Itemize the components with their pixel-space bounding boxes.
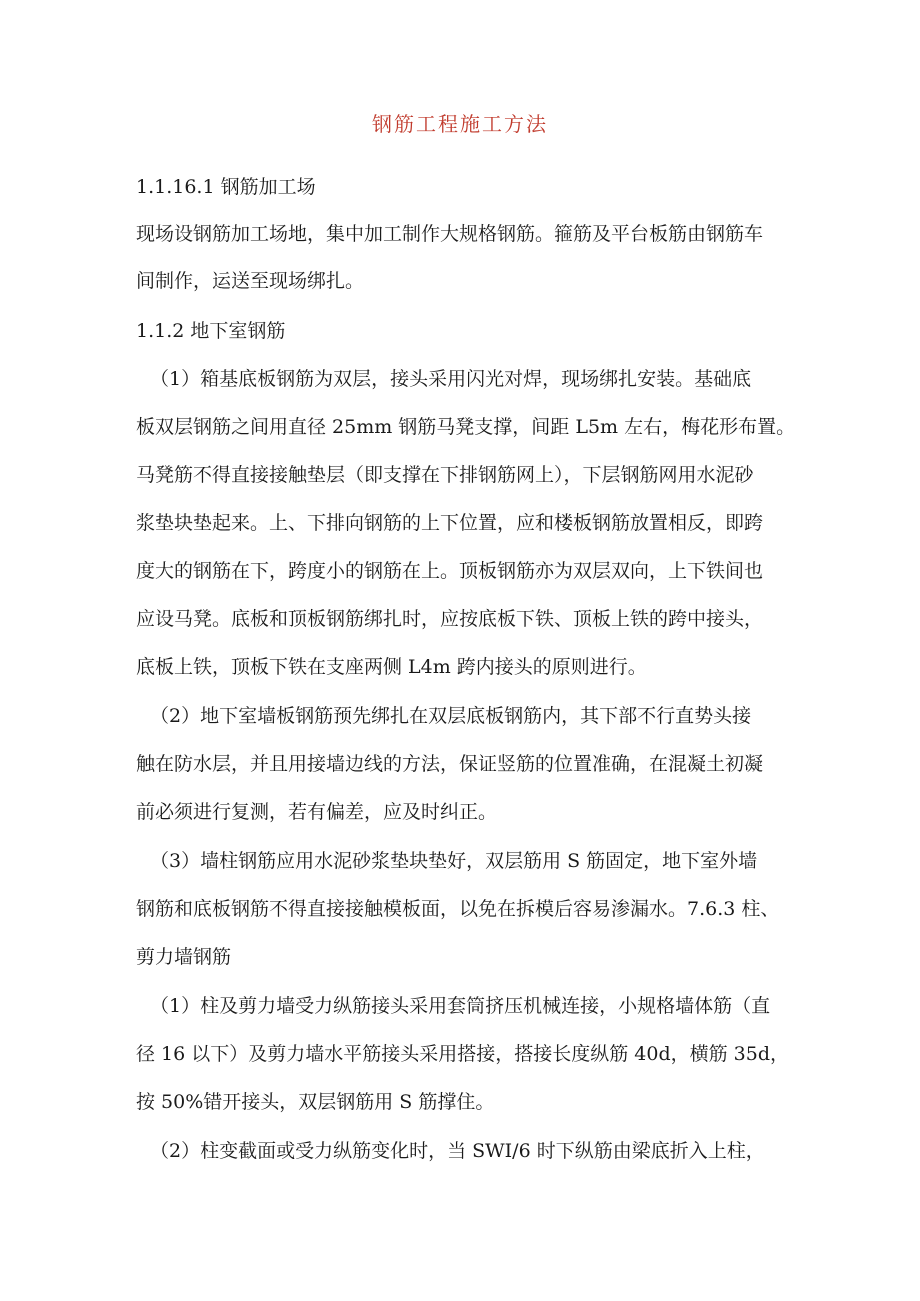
paragraph-line: 浆垫块垫起来。上、下排向钢筋的上下位置，应和楼板钢筋放置相反，即跨 bbox=[136, 512, 764, 534]
paragraph-line: （1）柱及剪力墙受力纵筋接头采用套筒挤压机械连接，小规格墙体筋（直 bbox=[150, 995, 771, 1017]
paragraph-line: 板双层钢筋之间用直径 25mm 钢筋马凳支撑，间距 L5m 左右，梅花形布置。 bbox=[136, 416, 796, 438]
document-title: 钢筋工程施工方法 bbox=[372, 112, 548, 136]
section-heading: 1.1.2 地下室钢筋 bbox=[136, 320, 286, 342]
section-heading: 剪力墙钢筋 bbox=[136, 946, 232, 968]
paragraph-line: 间制作，运送至现场绑扎。 bbox=[136, 270, 365, 292]
paragraph-line: （3）墙柱钢筋应用水泥砂浆垫块垫好，双层筋用 S 筋固定，地下室外墙 bbox=[150, 850, 758, 872]
paragraph-line: 马凳筋不得直接接触垫层（即支撑在下排钢筋网上），下层钢筋网用水泥砂 bbox=[136, 464, 754, 486]
paragraph-line: 径 16 以下）及剪力墙水平筋接头采用搭接，搭接长度纵筋 40d，横筋 35d， bbox=[136, 1043, 790, 1065]
paragraph-line: 前必须进行复测，若有偏差，应及时纠正。 bbox=[136, 801, 498, 823]
paragraph-line: 现场设钢筋加工场地，集中加工制作大规格钢筋。箍筋及平台板筋由钢筋车 bbox=[136, 223, 764, 245]
paragraph-line: 应设马凳。底板和顶板钢筋绑扎时，应按底板下铁、顶板上铁的跨中接头， bbox=[136, 608, 764, 630]
paragraph-line: 按 50%错开接头，双层钢筋用 S 筋撑住。 bbox=[136, 1091, 495, 1113]
paragraph-line: （1）箱基底板钢筋为双层，接头采用闪光对焊，现场绑扎安装。基础底 bbox=[150, 368, 752, 390]
paragraph-line: （2）柱变截面或受力纵筋变化时，当 SWI/6 时下纵筋由梁底折入上柱， bbox=[150, 1140, 765, 1162]
paragraph-line: 底板上铁，顶板下铁在支座两侧 L4m 跨内接头的原则进行。 bbox=[136, 656, 647, 678]
paragraph-line: 触在防水层，并且用接墙边线的方法，保证竖筋的位置准确，在混凝土初凝 bbox=[136, 753, 764, 775]
paragraph-line: 度大的钢筋在下，跨度小的钢筋在上。顶板钢筋亦为双层双向，上下铁间也 bbox=[136, 560, 764, 582]
paragraph-line: （2）地下室墙板钢筋预先绑扎在双层底板钢筋内，其下部不行直势头接 bbox=[150, 705, 752, 727]
paragraph-line: 钢筋和底板钢筋不得直接接触模板面，以免在拆模后容易渗漏水。7.6.3 柱、 bbox=[136, 898, 780, 920]
section-heading: 1.1.16.1 钢筋加工场 bbox=[136, 176, 316, 198]
